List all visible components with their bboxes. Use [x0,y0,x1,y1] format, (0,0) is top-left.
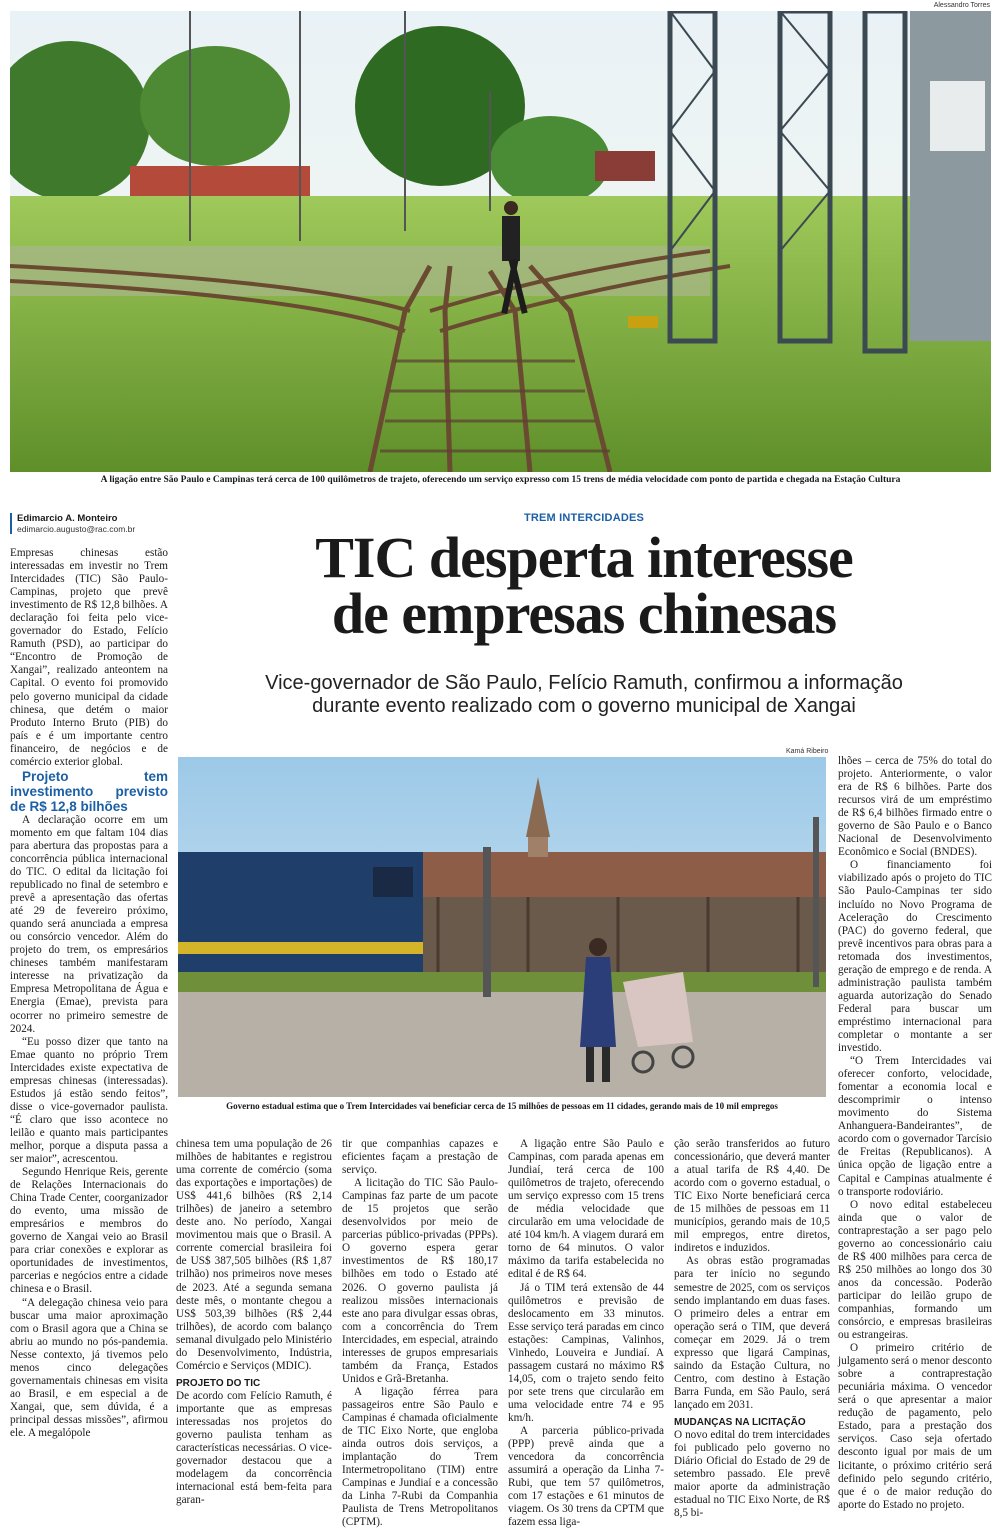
railway-yard-image [10,11,991,472]
paragraph: A parceria público-privada (PPP) prevê ainda que a vencedora da concorrência assumirá a operação da Linha 7-Rubi, que tem 57 quilômetros, com 17 estações e 61 minutos de viagem. Os 30 trens da CPTM que fazem essa liga- [508,1425,664,1529]
section-subhead: Projeto tem investimento previsto de R$ 12,8 bilhões [10,768,168,814]
paragraph: O novo edital estabeleceu ainda que o valor de contraprestação a ser pago pelo governo ao concessionário caiu de R$ 400 milhões para cerca de R$ 250 milhões ao longo dos 30 anos da concessão. Poderão participar do leilão grupo de companhias, formando um consórcio, e empresas brasileiras ou estrangeiras. [838,1198,992,1342]
column-1 [10,547,168,1440]
paragraph: “O Trem Intercidades vai oferecer conforto, velocidade, fomentar a economia local e descomprimir o intenso movimento do Sistema Anhanguera-Bandeirantes”, de acordo com o governador Tarcísio de Freitas (Republicanos). A única opção de ligação entre a Capital e Campinas atualmente é o transporte rodoviário. [838,1055,992,1198]
byline [10,513,135,534]
paragraph: tir que companhias capazes e eficientes façam a prestação de serviço. [342,1138,498,1177]
headline-line1: TIC desperta interesse [315,525,853,590]
headline-line2: de empresas chinesas [331,581,837,646]
photo-credit-mid: Kamá Ribeiro [786,748,829,755]
section-subhead: PROJETO DO TIC [176,1377,261,1389]
column-5 [674,1138,830,1520]
section-kicker: TREM INTERCIDADES [523,512,645,524]
paragraph: ção serão transferidos ao futuro concessionário, que deverá manter a atual tarifa de R$ 4,40. De acordo com o governo estadual, o TIC Eixo Norte beneficiará cerca de 15 milhões de pessoas em 11 municípios, gerando mais de 10,5 mil empregos, entre diretos, indiretos e induzidos. [674,1138,830,1255]
paragraph: Empresas chinesas estão interessadas em investir no Trem Intercidades (TIC) São Paulo-Campinas, projeto que prevê investimento de R$ 12,8 bilhões. A declaração foi feita pelo vice-governador do Estado, Felício Ramuth (PSD), ao participar do “Encontro de Promoção de Xangai”, realizado anteontem na Capital. O evento foi promovido pelo governo municipal da cidade chinesa, que detém o maior Produto Interno Bruto (PIB) do país e é um importante centro financeiro, de negócios e de comércio exterior global. [10,547,168,768]
paragraph: A declaração ocorre em um momento em que faltam 104 dias para abertura das propostas para a concorrência pública internacional do TIC. O edital da licitação foi republicado no final de setembro e prevê a apresentação das ofertas até 29 de fevereiro próximo, quando será anunciada a empresa ou consórcio vencedor. Além do projeto do trem, os empresários chineses também manifestaram interesse na privatização da Empresa Metropolitana de Água e Energia (Emae), prevista para ocorrer no primeiro semestre de 2024. [10,813,168,1035]
paragraph: De acordo com Felício Ramuth, é importante que as empresas interessadas nos projetos do governo paulista tenham as características necessárias. O vice-governador destacou que a modelagem da concorrência internacional está bem-feita para garan- [176,1389,332,1507]
author-email: edimarcio.augusto@rac.com.br [17,524,136,534]
top-photo-caption: A ligação entre São Paulo e Campinas terá cerca de 100 quilômetros de trajeto, oferecendo um serviço expresso com 15 trens de média velocidade com ponto de partida e chegada na Estação Cultura [100,475,901,485]
paragraph: O novo edital do trem intercidades foi publicado pelo governo no Diário Oficial do Estado de 29 de setembro passado. Ele prevê maior aporte da administração estadual no TIC Eixo Norte, de R$ 8,5 bi- [674,1429,830,1520]
column-6 [838,755,992,1512]
paragraph: Segundo Henrique Reis, gerente de Relações Internacionais do China Trade Center, coorganizador do evento, uma missão de empresários e membros do governo de Xangai veio ao Brasil para criar conexões e explorar as oportunidades de investimentos, parcerias e negócios entre a cidade chinesa e o Brasil. [10,1166,168,1296]
section-subhead: MUDANÇAS NA LICITAÇÃO [674,1416,806,1428]
author-name: Edimarcio A. Monteiro [17,513,118,524]
paragraph: A ligação entre São Paulo e Campinas, com parada apenas em Jundiaí, terá cerca de 100 quilômetros de trajeto, oferecendo um serviço expresso com 15 trens de média velocidade que circularão em uma velocidade de até 104 km/h. A viagem durará em torno de 64 minutos. O valor máximo da tarifa estabelecida no edital é de R$ 64. [508,1138,664,1281]
train-station-image [178,757,826,1097]
paragraph: As obras estão programadas para ter início no segundo semestre de 2025, com os serviços sendo implantando em duas fases. O primeiro deles a entrar em operação será o TIM, que deverá começar em 2029. Já o trem expresso que ligará Campinas, saindo da Estação Cultura, no Centro, com destino à Estação Barra Funda, em São Paulo, será lançado em 2031. [674,1255,830,1411]
paragraph: O financiamento foi viabilizado após o projeto do TIC São Paulo-Campinas ter sido incluído no Novo Programa de Aceleração do Crescimento (PAC) do governo federal, que prevê incentivos para obras para a retomada dos investimentos, geração de emprego e de renda. A administração paulista também aguarda autorização do Senado Federal para buscar um empréstimo internacional para completar o montante a ser investido. [838,859,992,1055]
paragraph: O primeiro critério de julgamento será o menor desconto sobre a contraprestação pecuniária máxima. O vencedor será o que apresentar a maior redução de pagamento, pelo Estado, para a prestação dos serviços. Caso seja ofertado desconto igual por mais de um licitante, o próximo critério será definido pelo segundo critério, que é o de maior redução do aporte do Estado no projeto. [838,1342,992,1511]
deck-line2: durante evento realizado com o governo municipal de Xangai [312,695,856,717]
top-photo [10,11,991,472]
column-2 [176,1138,332,1507]
headline [176,525,992,646]
paragraph: A ligação férrea para passageiros entre São Paulo e Campinas é chamada oficialmente de TIC Eixo Norte, que engloba ainda outros dois serviços, a implantação do Trem Intermetropolitano (TIM) entre Campinas e Jundiaí e a concessão da Linha 7-Rubi da Companhia Paulista de Trens Metropolitanos (CPTM). [342,1385,498,1529]
photo-credit-top: Alessandro Torres [933,2,990,9]
mid-photo-caption: Governo estadual estima que o Trem Intercidades vai beneficiar cerca de 15 milhões de pessoas em 11 cidades, gerando mais de 10 mil empregos [226,1101,778,1111]
deck-line1: Vice-governador de São Paulo, Felício Ramuth, confirmou a informação [265,672,903,694]
paragraph: “A delegação chinesa veio para buscar uma maior aproximação com o Brasil agora que a China se abriu ao mundo no pós-pandemia. Nesse contexto, já tivemos pelo menos cinco delegações governamentais chinesas em visita ao Brasil, e em especial a de Xangai, que, sem dúvida, é a principal dessas missões”, afirmou ele. A megalópole [10,1296,168,1439]
paragraph: lhões – cerca de 75% do total do projeto. Anteriormente, o valor era de R$ 6 bilhões. Parte dos recursos virá de um empréstimo de R$ 6,4 bilhões firmado entre o governo de São Paulo e o Banco Nacional de Desenvolvimento Econômico e Social (BNDES). [838,755,992,859]
paragraph: A licitação do TIC São Paulo-Campinas faz parte de um pacote de 15 projetos que serão desenvolvidos por meio de parcerias público-privadas (PPPs). O governo espera gerar investimentos de R$ 180,17 bilhões em todo o Estado até 2026. O governo paulista já realizou missões internacionais este ano para divulgar essas obras, com a concorrência do Trem Intercidades, em especial, atraindo interesses de grupos empresariais também da França, Estados Unidos e Grã-Bretanha. [342,1177,498,1385]
deck [176,672,992,718]
column-4 [508,1138,664,1529]
paragraph: Já o TIM terá extensão de 44 quilômetros e previsão de deslocamento em 33 minutos. Esse serviço terá paradas em cinco estações: Campinas, Valinhos, Vinhedo, Louveira e Jundiaí. A passagem custará no máximo R$ 14,05, com o trajeto sendo feito por sete trens que circularão em uma velocidade entre 74 e 95 km/h. [508,1281,664,1424]
column-3 [342,1138,498,1529]
mid-photo [178,757,826,1097]
paragraph: “Eu posso dizer que tanto na Emae quanto no próprio Trem Intercidades existe expectativa de empresas chinesas (interessadas). Estudos já estão sendo feitos”, disse o vice-governador paulista. “É claro que isso acontece no leilão e quanto mais participantes melhor, porque a disputa passa a ser maior”, acrescentou. [10,1035,168,1166]
paragraph: chinesa tem uma população de 26 milhões de habitantes e registrou uma corrente de comércio (soma das exportações e importações) de US$ 441,6 bilhões (R$ 2,14 trilhões) de janeiro a setembro deste ano. No período, Xangai movimentou mais que o Brasil. A corrente comercial brasileira foi de US$ 387,505 bilhões (R$ 1,87 trilhão) nos primeiros nove meses de 2023. Até a segunda semana deste mês, o montante chegou a US$ 503,39 bilhões (R$ 2,44 trilhões), de acordo com balanço semanal divulgado pelo Ministério do Desenvolvimento, Indústria, Comércio e Serviços (MDIC). [176,1138,332,1372]
